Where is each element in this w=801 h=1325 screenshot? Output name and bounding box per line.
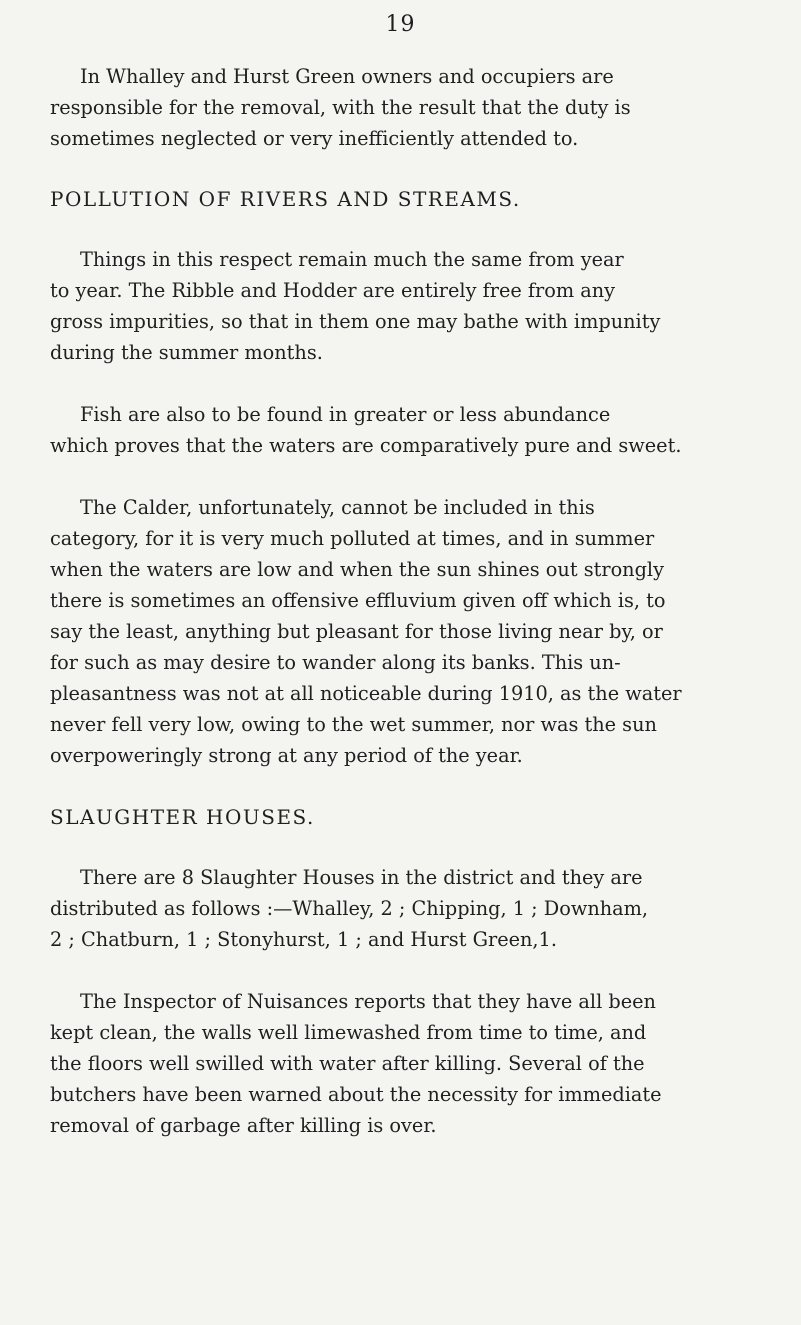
paragraph-2-line-4: during the summer months. xyxy=(50,341,323,364)
paragraph-2-line-2: to year. The Ribble and Hodder are entirely free from any xyxy=(50,279,616,302)
paragraph-6-line-5: removal of garbage after killing is over. xyxy=(50,1114,437,1137)
heading-pollution: POLLUTION OF RIVERS AND STREAMS. xyxy=(50,187,521,211)
paragraph-1-line-2: responsible for the removal, with the result that the duty is xyxy=(50,96,631,119)
paragraph-6-line-1: The Inspector of Nuisances reports that they have all been xyxy=(80,990,656,1013)
paragraph-4-line-2: category, for it is very much polluted at times, and in summer xyxy=(50,527,655,550)
paragraph-2-line-1: Things in this respect remain much the same from year xyxy=(80,248,624,271)
paragraph-4-line-8: never fell very low, owing to the wet summer, nor was the sun xyxy=(50,713,657,736)
paragraph-3-line-2: which proves that the waters are comparatively pure and sweet. xyxy=(50,434,682,457)
paragraph-5-line-2: distributed as follows :—Whalley, 2 ; Chipping, 1 ; Downham, xyxy=(50,897,649,920)
paragraph-3-line-1: Fish are also to be found in greater or less abundance xyxy=(80,403,611,426)
paragraph-1-line-1: In Whalley and Hurst Green owners and occupiers are xyxy=(80,65,614,88)
page-number: 19 xyxy=(385,12,416,37)
paragraph-6-line-4: butchers have been warned about the necessity for immediate xyxy=(50,1083,662,1106)
paragraph-6-line-3: the floors well swilled with water after killing. Several of the xyxy=(50,1052,645,1075)
paragraph-4-line-7: pleasantness was not at all noticeable during 1910, as the water xyxy=(50,682,682,705)
paragraph-6-line-2: kept clean, the walls well limewashed from time to time, and xyxy=(50,1021,647,1044)
paragraph-5-line-3: 2 ; Chatburn, 1 ; Stonyhurst, 1 ; and Hurst Green,1. xyxy=(50,928,557,951)
paragraph-4-line-4: there is sometimes an offensive effluvium given off which is, to xyxy=(50,589,666,612)
paragraph-4-line-5: say the least, anything but pleasant for those living near by, or xyxy=(50,620,663,643)
paragraph-4-line-6: for such as may desire to wander along its banks. This un- xyxy=(50,651,621,674)
paragraph-4-line-3: when the waters are low and when the sun shines out strongly xyxy=(50,558,664,581)
paragraph-2-line-3: gross impurities, so that in them one may bathe with impunity xyxy=(50,310,661,333)
paragraph-4-line-9: overpoweringly strong at any period of the year. xyxy=(50,744,523,767)
paragraph-5-line-1: There are 8 Slaughter Houses in the district and they are xyxy=(80,866,643,889)
paragraph-1-line-3: sometimes neglected or very inefficiently attended to. xyxy=(50,127,579,150)
paragraph-4-line-1: The Calder, unfortunately, cannot be included in this xyxy=(80,496,595,519)
heading-slaughter-houses: SLAUGHTER HOUSES. xyxy=(50,805,315,829)
